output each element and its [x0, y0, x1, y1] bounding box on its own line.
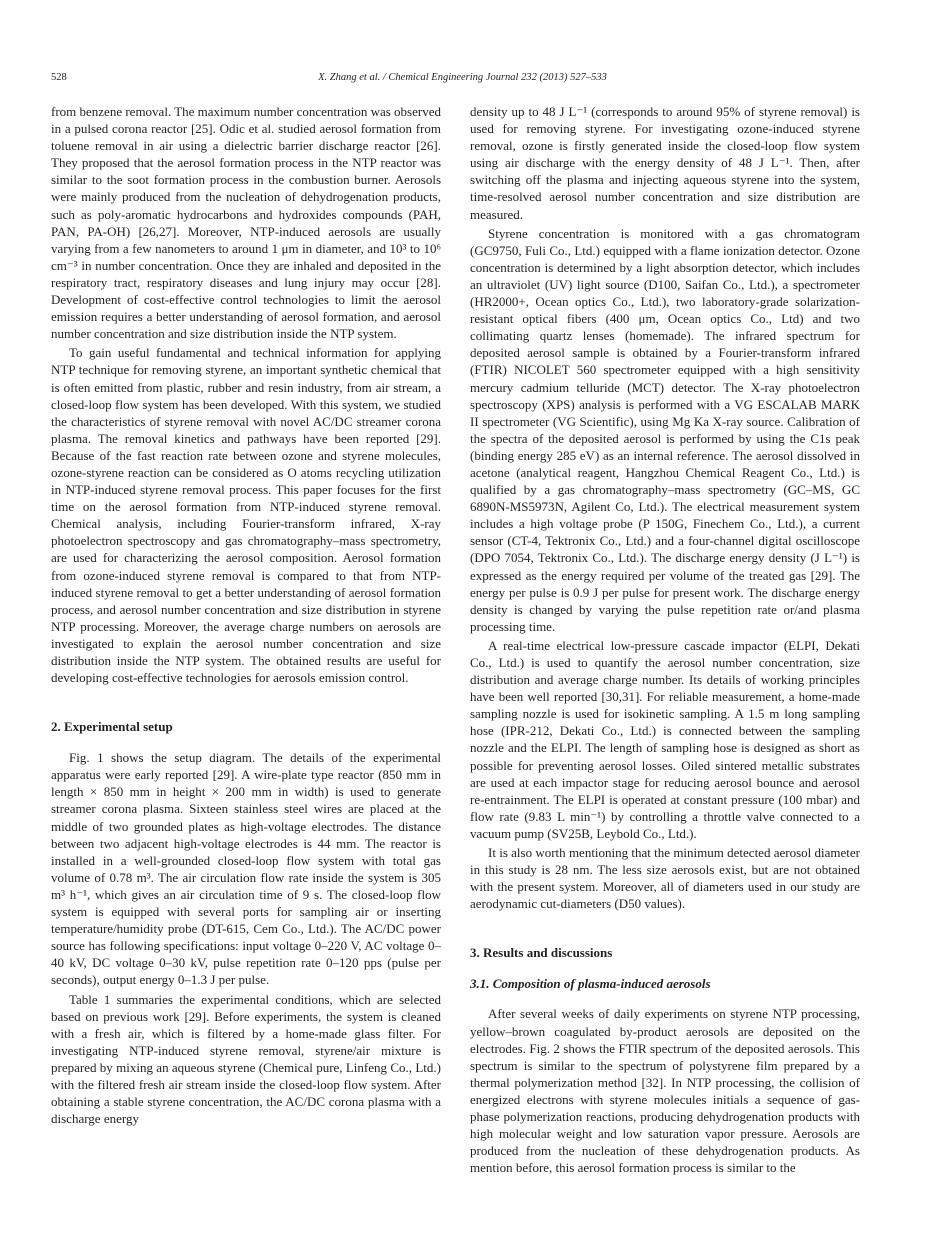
running-head: X. Zhang et al. / Chemical Engineering Journal 232 (2013) 527–533	[318, 72, 607, 83]
page-number: 528	[51, 72, 67, 83]
subsection-heading: 3.1. Composition of plasma-induced aerosols	[470, 976, 711, 992]
section-heading: 3. Results and discussions	[470, 945, 613, 961]
paragraph: density up to 48 J L⁻¹ (corresponds to around 95% of styrene removal) is used for removing styrene. For investigating ozone-induced styrene removal, ozone is firstly generated inside the closed-loop flow system using air discharge with the energy density of 48 J L⁻¹. Then, after switching off the plasma and injecting aqueous styrene into the system, time-resolved aerosol number concentration and size distribution are measured.	[470, 104, 860, 222]
left-column	[51, 103, 441, 1129]
paragraph: It is also worth mentioning that the minimum detected aerosol diameter in this study is 28 nm. The less size aerosols exist, but are not obtained with the present system. Moreover, all of diameters used in our study are aerodynamic cut-diameters (D50 values).	[470, 845, 860, 912]
paragraph: A real-time electrical low-pressure cascade impactor (ELPI, Dekati Co., Ltd.) is used to quantify the aerosol number concentration, size distribution and average charge number. Its details of working principles have been well reported [30,31]. For reliable measurement, a home-made sampling nozzle is used for isokinetic sampling. A 1.5 m long sampling hose (IPR-212, Dekati Co., Ltd.) is connected between the sampling nozzle and the ELPI. The length of sampling hose is designed as short as possible for preventing aerosol losses. Oiled sintered metallic substrates are used at each impactor stage for reducing aerosol bounce and aerosol re-entrainment. The ELPI is operated at constant pressure (100 mbar) and flow rate (9.83 L min⁻¹) by controlling a throttle valve connected to a vacuum pump (SV25B, Leybold Co., Ltd.).	[470, 637, 860, 841]
paragraph: Styrene concentration is monitored with a gas chromatogram (GC9750, Fuli Co., Ltd.) equipped with a flame ionization detector. Ozone concentration is determined by a light absorption detector, which includes an ultraviolet (UV) light source (D100, Saifan Co., Ltd.), a spectrometer (HR2000+, Ocean optics Co., Ltd.), two laboratory-grade solarization-resistant optical fibers (400 μm, Ocean optics Co., Ltd) and two collimating quartz lenses (homemade). The infrared spectrum for deposited aerosol sample is obtained by a Fourier-transform infrared (FTIR) NICOLET 560 spectrometer equipped with a high sensitivity mercury cadmium telluride (MCT) detector. The X-ray photoelectron spectroscopy (XPS) analysis is performed with a VG ESCALAB MARK II spectrometer (VG Scientific), using Mg Ka X-ray source. Calibration of the spectra of the deposited aerosol is performed by using the C1s peak (binding energy 285 eV) as an internal reference. The aerosol dissolved in acetone (analytical reagent, Hangzhou Chemical Reagent Co., Ltd.) is qualified by a gas chromatography–mass spectrometry (GC–MS, GC 6890N-MS5973N, Agilent Co, Ltd.). The electrical measurement system includes a high voltage probe (P 150G, Finechem Co., Ltd.), a current sensor (CT-4, Tektronix Co., Ltd.) and a four-channel digital oscilloscope (DPO 7054, Tektronix Co., Ltd.). The discharge energy density (J L⁻¹) is expressed as the energy required per volume of the treated gas [29]. The energy per pulse is 0.9 J per pulse for present work. The discharge energy density is changed by varying the pulse repetition rate or/and plasma processing time.	[470, 225, 860, 634]
paragraph: To gain useful fundamental and technical information for applying NTP technique for removing styrene, an important synthetic chemical that is often emitted from plastic, rubber and resin industry, from air stream, a closed-loop flow system has been developed. With this system, we studied the characteristics of styrene removal with novel AC/DC streamer corona plasma. The removal kinetics and pathways have been reported [29]. Because of the fast reaction rate between ozone and styrene molecules, ozone-styrene reaction can be considered as O atoms recycling utilization in NTP-induced styrene removal process. This paper focuses for the first time on the aerosol formation from NTP-induced styrene removal. Chemical analysis, including Fourier-transform infrared, X-ray photoelectron spectroscopy and gas chromatography–mass spectrometry, are used for characterizing the aerosol composition. Aerosol formation from ozone-induced styrene removal is compared to that from NTP-induced styrene removal to get a better understanding of aerosol formation process, and aerosol number concentration and size distribution in styrene NTP processing. Moreover, the average charge numbers on aerosols are investigated to explain the aerosol number concentration and size distribution inside the NTP system. The obtained results are useful for developing cost-effective technologies for aerosols emission control.	[51, 345, 441, 686]
paragraph: After several weeks of daily experiments on styrene NTP processing, yellow–brown coagulated by-product aerosols are deposited on the electrodes. Fig. 2 shows the FTIR spectrum of the deposited aerosols. This spectrum is similar to the spectrum of polystyrene film prepared by a thermal polymerization method [32]. In NTP processing, the collision of energized electrons with styrene molecules initials a sequence of gas-phase polymerization reactions, producing dehydrogenation products with high molecular weight and low saturation vapor pressure. Aerosols are produced from the nucleation of these dehydrogenation products. As mention before, this aerosol formation process is similar to the	[470, 1006, 860, 1176]
paragraph: from benzene removal. The maximum number concentration was observed in a pulsed corona reactor [25]. Odic et al. studied aerosol formation from toluene removal in air using a dielectric barrier discharge reactor [26]. They proposed that the aerosol formation process in the NTP reactor was similar to the soot formation process in the combustion burner. Aerosols were mainly produced from the nucleation of dehydrogenation products, such as poly-aromatic hydrocarbons and hydroxides compounds (PAH, PAN, PA-OH) [26,27]. Moreover, NTP-induced aerosols are usually varying from a few nanometers to around 1 μm in diameter, and 10³ to 10⁶ cm⁻³ in number concentration. Once they are inhaled and deposited in the respiratory tract, respiratory diseases and lung injury may occur [28]. Development of cost-effective control technologies to limit the aerosol emission requires a better understanding of aerosol formation, and aerosol number concentration and size distribution inside the NTP system.	[51, 104, 441, 342]
paragraph: Fig. 1 shows the setup diagram. The details of the experimental apparatus were early reported [29]. A wire-plate type reactor (850 mm in length × 850 mm in height × 200 mm in width) is used to generate streamer corona plasma. Sixteen stainless steel wires are placed at the middle of two grounded plates as high-voltage electrodes. The distance between two adjacent high-voltage electrodes is 44 mm. The reactor is installed in a well-grounded closed-loop flow system with total gas volume of 0.78 m³. The air circulation flow rate inside the system is 305 m³ h⁻¹, which gives an air circulation time of 9 s. The closed-loop flow system is equipped with several ports for sampling air or inserting temperature/humidity probe (DT-615, Cem Co., Ltd.). The AC/DC power source has following specifications: input voltage 0–220 V, AC voltage 0–40 kV, DC voltage 0–30 kV, pulse repetition rate 0–120 pps (pulse per seconds), output energy 0–1.3 J per pulse.	[51, 750, 441, 988]
right-column	[470, 103, 860, 1178]
section-heading: 2. Experimental setup	[51, 719, 173, 735]
paragraph: Table 1 summaries the experimental conditions, which are selected based on previous work [29]. Before experiments, the system is cleaned with a fresh air, which is filtered by a home-made glass filter. For investigating NTP-induced styrene removal, styrene/air mixture is prepared by mixing an aqueous styrene (Chemical pure, Linfeng Co., Ltd.) with the filtered fresh air stream inside the closed-loop flow system. After obtaining a stable styrene concentration, the AC/DC corona plasma with a discharge energy	[51, 991, 441, 1127]
